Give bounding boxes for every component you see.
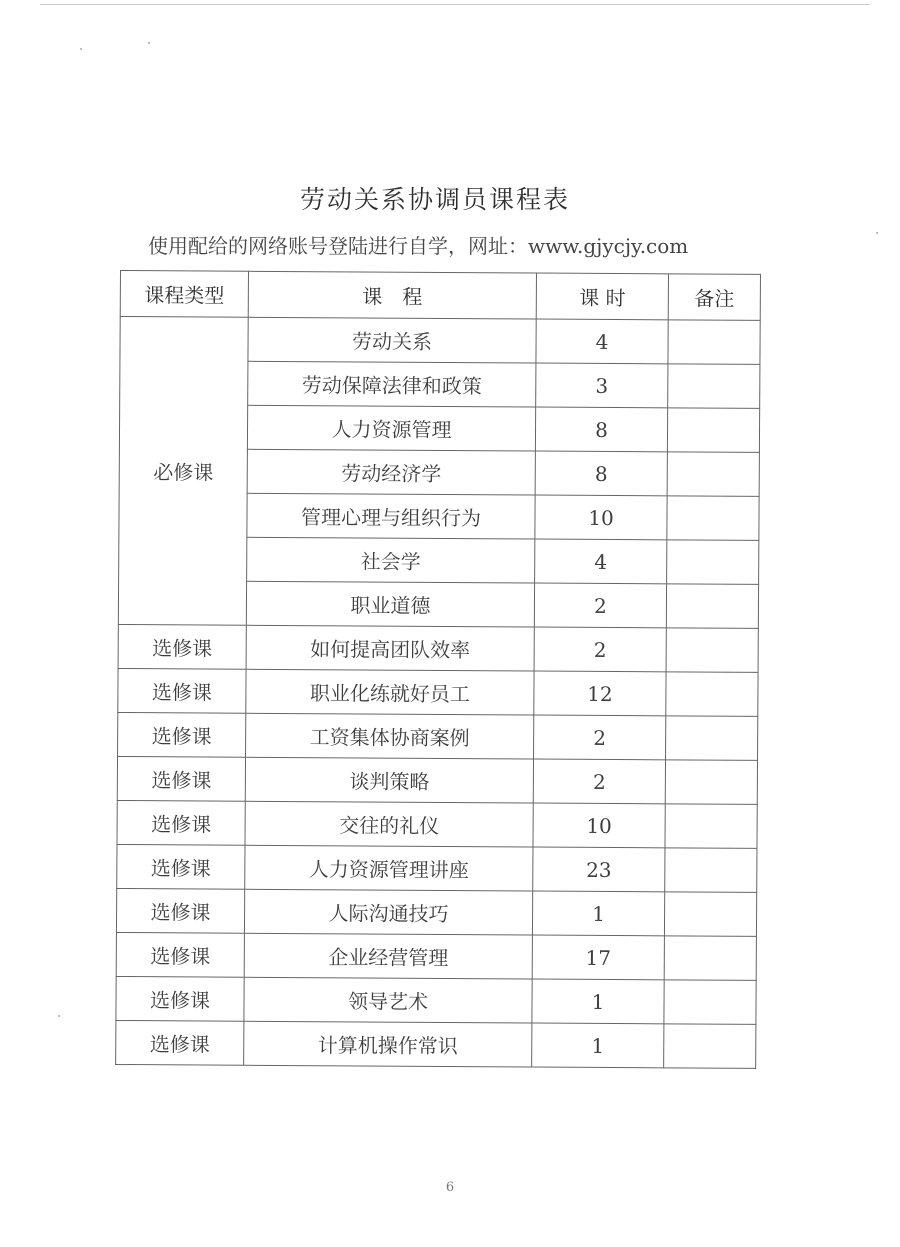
- scan-speck: [80, 48, 82, 50]
- header-notes: 备注: [668, 274, 760, 321]
- course-notes: [664, 1024, 756, 1069]
- table-row: [116, 888, 756, 936]
- course-schedule-table: [115, 270, 761, 1069]
- course-notes: [667, 452, 759, 497]
- course-notes: [668, 364, 760, 409]
- course-hours: 2: [534, 627, 666, 672]
- course-notes: [664, 892, 756, 937]
- course-hours: 1: [532, 1023, 664, 1068]
- course-notes: [664, 936, 756, 981]
- course-name: 工资集体协商案例: [246, 713, 534, 759]
- course-type-elective: 选修课: [116, 1020, 244, 1065]
- course-name: 人力资源管理讲座: [245, 845, 533, 891]
- table-row: [118, 624, 758, 672]
- header-hours: 课 时: [536, 273, 668, 320]
- course-notes: [665, 804, 757, 849]
- course-name: 人力资源管理: [247, 405, 535, 451]
- course-name: 社会学: [247, 537, 535, 583]
- course-name: 人际沟通技巧: [244, 889, 532, 935]
- course-hours: 2: [534, 715, 666, 760]
- course-hours: 8: [535, 407, 667, 452]
- course-name: 企业经营管理: [244, 933, 532, 979]
- course-type-elective: 选修课: [116, 932, 244, 977]
- course-notes: [666, 672, 758, 717]
- course-hours: 2: [534, 583, 666, 628]
- course-hours: 12: [534, 671, 666, 716]
- course-notes: [666, 584, 758, 629]
- table-row: [116, 1020, 756, 1068]
- course-hours: 10: [535, 495, 667, 540]
- course-notes: [666, 628, 758, 673]
- course-name: 如何提高团队效率: [246, 625, 534, 671]
- course-hours: 1: [532, 891, 664, 936]
- course-name: 职业道德: [246, 581, 534, 627]
- course-notes: [665, 760, 757, 805]
- page-number: 6: [445, 1180, 455, 1195]
- course-type-elective: 选修课: [118, 668, 246, 713]
- course-type-elective: 选修课: [117, 800, 245, 845]
- course-hours: 3: [536, 363, 668, 408]
- course-hours: 2: [533, 759, 665, 804]
- course-notes: [667, 496, 759, 541]
- course-name: 交往的礼仪: [245, 801, 533, 847]
- course-hours: 8: [535, 451, 667, 496]
- table-row: [118, 712, 758, 760]
- course-name: 计算机操作常识: [244, 1021, 532, 1067]
- course-hours: 1: [532, 979, 664, 1024]
- header-course-type: 课程类型: [120, 271, 248, 318]
- course-hours: 23: [533, 847, 665, 892]
- header-course: 课 程: [248, 271, 536, 319]
- table-row: [120, 317, 760, 365]
- course-type-elective: 选修课: [117, 844, 245, 889]
- table-header-row: [120, 271, 760, 321]
- course-type-elective: 选修课: [117, 756, 245, 801]
- course-hours: 17: [532, 935, 664, 980]
- course-notes: [664, 980, 756, 1025]
- course-hours: 10: [533, 803, 665, 848]
- course-notes: [666, 716, 758, 761]
- table-row: [117, 800, 757, 848]
- course-name: 劳动经济学: [247, 449, 535, 495]
- table-row: [116, 932, 756, 980]
- scan-speck: [148, 42, 150, 44]
- scan-speck: [58, 1015, 60, 1017]
- course-type-elective: 选修课: [118, 624, 246, 669]
- table-row: [116, 976, 756, 1024]
- course-name: 管理心理与组织行为: [247, 493, 535, 539]
- document-subtitle: 使用配给的网络账号登陆进行自学，网址：www.gjycjy.com: [148, 234, 689, 258]
- course-notes: [667, 408, 759, 453]
- course-type-elective: 选修课: [118, 712, 246, 757]
- table-row: [117, 844, 757, 892]
- scan-speck: [876, 232, 878, 234]
- course-name: 领导艺术: [244, 977, 532, 1023]
- course-type-elective: 选修课: [116, 976, 244, 1021]
- document-title: 劳动关系协调员课程表: [299, 185, 570, 214]
- course-type-elective: 选修课: [116, 888, 244, 933]
- course-name: 劳动关系: [248, 317, 536, 363]
- course-name: 职业化练就好员工: [246, 669, 534, 715]
- course-notes: [668, 320, 760, 365]
- course-type-required: 必修课: [118, 317, 248, 626]
- course-notes: [667, 540, 759, 585]
- table-row: [118, 668, 758, 716]
- course-hours: 4: [535, 539, 667, 584]
- course-hours: 4: [536, 319, 668, 364]
- course-name: 谈判策略: [245, 757, 533, 803]
- scan-top-edge: [40, 4, 870, 5]
- table-row: [117, 756, 757, 804]
- course-notes: [665, 848, 757, 893]
- course-name: 劳动保障法律和政策: [248, 361, 536, 407]
